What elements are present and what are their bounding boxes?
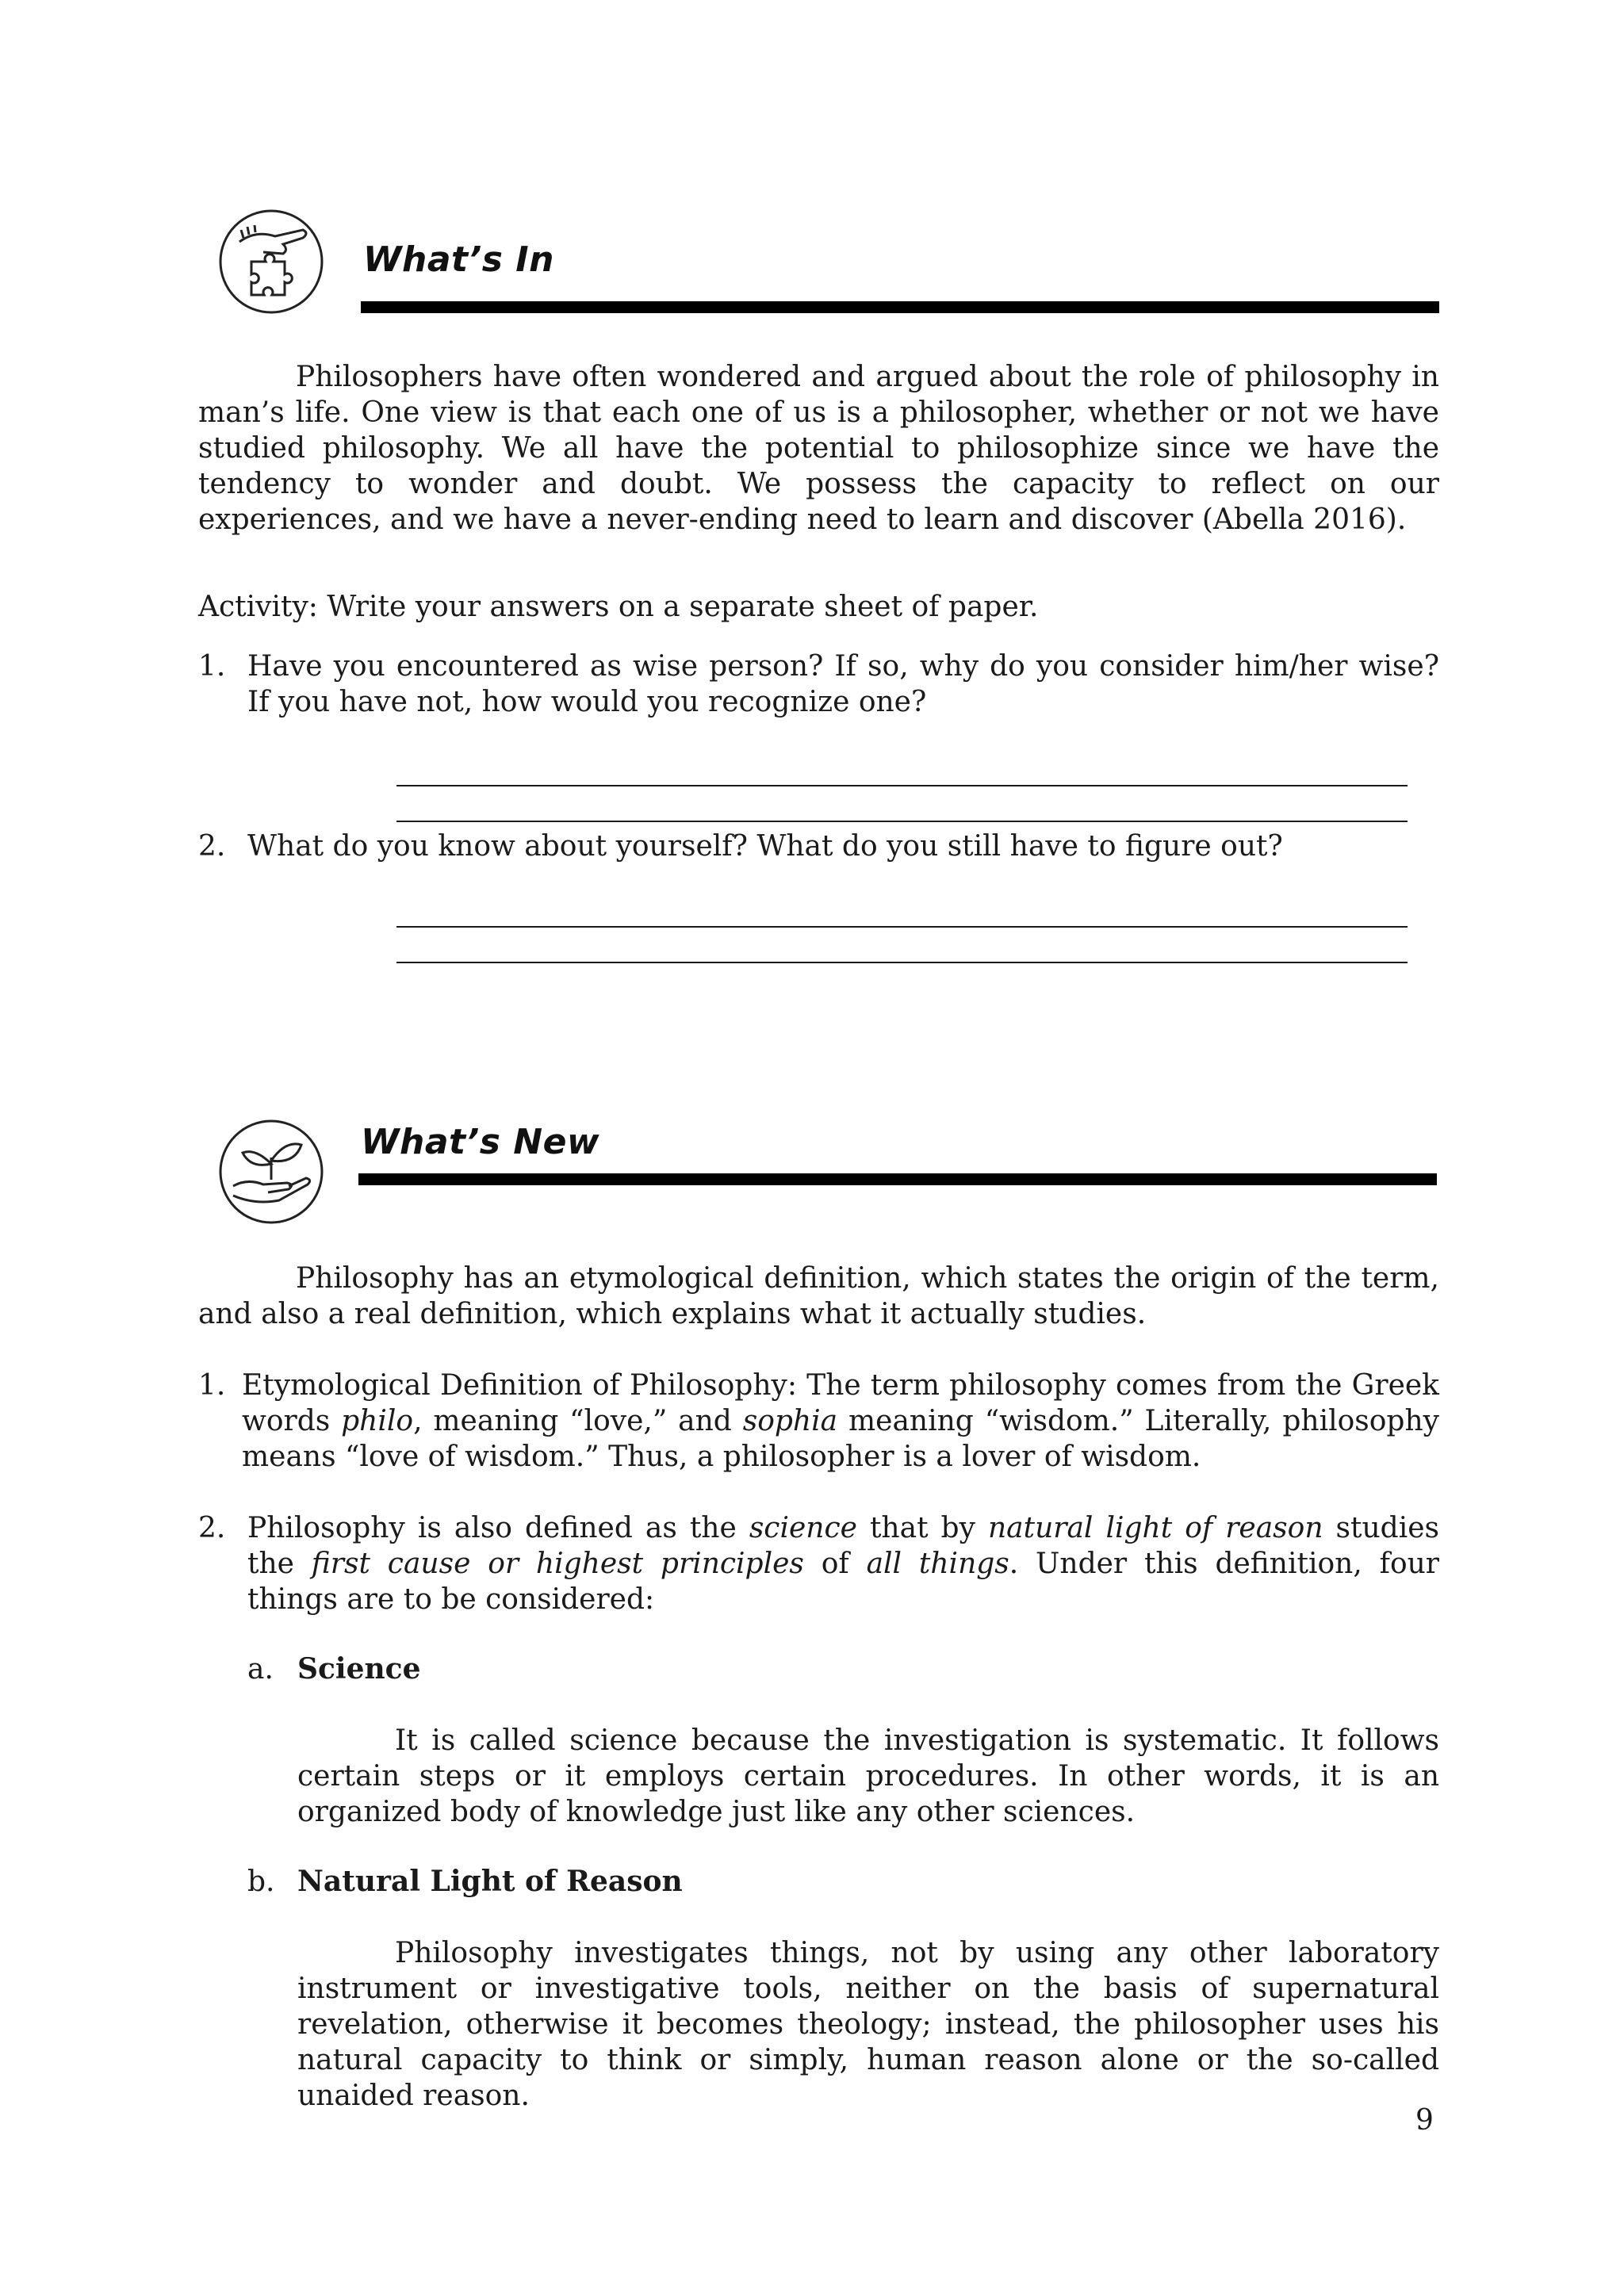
- whats-in-title-rule: [361, 301, 1439, 313]
- definition-2-number: 2.: [198, 1512, 226, 1544]
- whats-new-title-rule: [358, 1173, 1437, 1185]
- activity-instruction: Activity: Write your answers on a separate sheet of paper.: [198, 591, 1039, 623]
- question-1-text: Have you encountered as wise person? If so, why do you consider him/her wise? If you have not, how would you recognize one?: [247, 650, 1439, 718]
- definition-2-text: Philosophy is also defined as the science that by natural light of reason studies the first cause or highest principles of all things. Under this definition, four things are to be considered:: [247, 1512, 1440, 1616]
- question-2-number: 2.: [198, 830, 226, 863]
- whats-in-title: What’s In: [363, 239, 554, 280]
- hand-puzzle-icon: [216, 206, 327, 317]
- sub-b-heading: Natural Light of Reason: [297, 1865, 683, 1898]
- sub-b-body: Philosophy investigates things, not by using any other laboratory instrument or investigative tools, neither on the basis of supernatural revelation, otherwise it becomes theology; instead, the philosopher uses his natural capacity to think or simply, human reason alone or the so-called unaided reason.: [297, 1937, 1439, 2112]
- sub-a-letter: a.: [247, 1653, 274, 1686]
- definition-1-number: 1.: [198, 1369, 226, 1402]
- question-1-number: 1.: [198, 650, 226, 683]
- answer-line: [396, 821, 1408, 822]
- sub-a-heading: Science: [297, 1652, 421, 1686]
- whats-new-intro: Philosophy has an etymological definition, which states the origin of the term, and also a real definition, which explains what it actually studies.: [198, 1262, 1439, 1330]
- answer-line: [396, 926, 1408, 928]
- question-2-text: What do you know about yourself? What do you still have to figure out?: [247, 830, 1283, 863]
- definition-1-text: Etymological Definition of Philosophy: The term philosophy comes from the Greek words philo, meaning “love,” and sophia meaning “wisdom.” Literally, philosophy means “love of wisdom.” Thus, a philosopher is a lover of wisdom.: [242, 1369, 1439, 1473]
- whats-new-title: What’s New: [361, 1122, 600, 1162]
- sub-a-body: It is called science because the investigation is systematic. It follows certain steps or it employs certain procedures. In other words, it is an organized body of knowledge just like any other sciences.: [297, 1724, 1439, 1828]
- hand-sprout-icon: [216, 1116, 327, 1227]
- page-number: 9: [1415, 2104, 1434, 2137]
- sub-b-letter: b.: [247, 1866, 275, 1898]
- answer-line: [396, 962, 1408, 963]
- whats-in-intro: Philosophers have often wondered and argued about the role of philosophy in man’s life. One view is that each one of us is a philosopher, whether or not we have studied philosophy. We all have the potential to philosophize since we have the tendency to wonder and doubt. We possess the capacity to reflect on our experiences, and we have a never-ending need to learn and discover (Abella 2016).: [198, 361, 1439, 536]
- answer-line: [396, 785, 1408, 786]
